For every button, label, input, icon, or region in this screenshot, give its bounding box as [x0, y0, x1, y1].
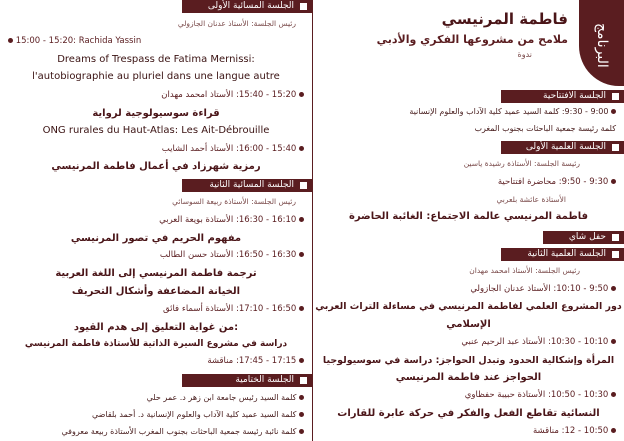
session-title: الجلسة العلمية الثانية	[527, 249, 606, 259]
speaker: الأستاذة عائشة بلعربي	[496, 195, 566, 204]
session-chair: رئيسة الجلسة: الأستاذة رشيدة ياسين	[463, 159, 580, 168]
bullet-icon	[611, 179, 616, 184]
talk-title: ترجمة فاطمة المرنيسي إلى اللغة العربية	[55, 268, 257, 279]
closing-item	[92, 411, 304, 419]
session-header-afternoon-2	[182, 179, 312, 192]
session-title: الجلسة المسائية الثانية	[209, 180, 294, 190]
talk-title: مفهوم الحريم في تصور المرنيسي	[70, 233, 242, 244]
bullet-icon	[299, 395, 304, 400]
talk-time	[160, 251, 304, 260]
talk-title: فاطمة المرنيسي عالمة الاجتماع: الغائبة الحاضرة	[348, 211, 589, 222]
talk-title: الخيانة المضاعفة وأشكال التحريف	[71, 286, 241, 297]
talk-time-text: 10:50 - 12: مناقشة	[533, 426, 609, 436]
session-title: الجلسة الختامية	[235, 375, 294, 385]
talk-title: Dreams of Trespass de Fatima Mernissi:	[57, 54, 255, 65]
event-kind: ندوة	[517, 50, 532, 59]
talk-time-text: 9:30 - 9:50: محاضرة افتتاحية	[497, 177, 609, 187]
talk-time	[159, 216, 304, 225]
session-title: حفل شاي	[568, 232, 606, 242]
opening-item	[474, 125, 616, 133]
talk-time	[161, 91, 304, 100]
talk-title: دراسة في مشروع السيرة الذاتية للأستاذة فاطمة المرنيسي	[24, 339, 288, 349]
discussion-time	[533, 427, 616, 436]
bullet-icon	[299, 146, 304, 151]
talk-time-text: 15:00 - 15:20: Rachida Yassin	[15, 36, 142, 46]
session-header-opening	[501, 90, 624, 103]
talk-title: المرأة وإشكالية الحدود وتبدل الحواجز: دراسة في سوسيولوجيا	[322, 355, 615, 366]
square-icon	[612, 234, 619, 241]
square-icon	[612, 93, 619, 100]
closing-item	[147, 394, 304, 402]
talk-time	[461, 338, 616, 347]
talk-time	[470, 285, 616, 294]
talk-title: قراءة سوسيولوجية لرواية	[92, 108, 220, 119]
talk-title: l'autobiographie au pluriel dans une langue autre	[32, 71, 280, 82]
talk-time-text: 15:40 - 16:00: الأستاذ أحمد الشايب	[161, 144, 297, 154]
bullet-icon	[611, 428, 616, 433]
session-title: الجلسة العلمية الأولى	[525, 142, 606, 152]
bullet-icon	[299, 358, 304, 363]
bullet-icon	[299, 92, 304, 97]
session-chair: رئيس الجلسة: الأستاذة ربيعة السوسائي	[172, 197, 296, 206]
page-title: فاطمة المرنيسي	[441, 10, 568, 28]
session-header-scientific-1	[501, 141, 624, 154]
talk-title: دور المشروع العلمي لفاطمة المرنيسي في مساءلة التراث العربي	[315, 301, 622, 312]
talk-time-text: 10:30 - 10:50: الأستاذة حبيبة حفظاوي	[464, 390, 609, 400]
talk-time-text: 10:10 - 10:30: الأستاذ عبد الرحيم عنبي	[461, 337, 609, 347]
talk-time	[162, 145, 304, 154]
talk-time-text: 16:30 - 16:50: الأستاذ حسن الطالب	[159, 250, 297, 260]
closing-item-text: كلمة نائبة رئيسة جمعية الباحثات بجنوب المغرب الأستاذة ربيعة معروفي	[61, 427, 297, 436]
talk-time	[465, 391, 616, 400]
closing-item	[61, 428, 304, 436]
bullet-icon	[611, 109, 616, 114]
program-tab	[579, 0, 624, 86]
session-header-scientific-2	[501, 248, 624, 261]
bullet-icon	[611, 339, 616, 344]
bullet-icon	[299, 429, 304, 434]
talk-time	[8, 37, 141, 46]
session-chair: رئيس الجلسة: الأستاذ عدنان الجازولي	[177, 19, 296, 28]
session-title: الجلسة الافتتاحية	[543, 91, 606, 101]
square-icon	[612, 251, 619, 258]
talk-title: من غواية التعليق إلى هدم القيود:	[73, 322, 239, 333]
talk-title: ONG rurales du Haut-Atlas: Les Ait-Débrouille	[42, 125, 270, 136]
talk-time-text: 15:20 - 15:40: الأستاذ امحمد مهدان	[161, 90, 297, 100]
square-icon	[612, 144, 619, 151]
closing-item-text: كلمة السيد رئيس جامعة ابن زهر د. عمر حلي	[146, 393, 297, 402]
session-title: الجلسة المسائية الأولى	[207, 1, 294, 11]
session-chair: رئيس الجلسة: الأستاذ امحمد مهدان	[469, 266, 580, 275]
discussion-time	[207, 357, 304, 366]
bullet-icon	[611, 392, 616, 397]
page-subtitle: ملامح من مشروعها الفكري والأدبي	[376, 33, 568, 46]
talk-time-text: 16:10 - 16:30: الأستاذة بويعة العربي	[159, 215, 297, 225]
talk-title: الإسلامي	[446, 319, 491, 330]
bullet-icon	[611, 286, 616, 291]
talk-time	[163, 305, 304, 314]
bullet-icon	[299, 252, 304, 257]
bullet-icon	[299, 217, 304, 222]
bullet-icon	[299, 412, 304, 417]
talk-title: الحواجز عند فاطمة المرنيسي	[395, 372, 542, 383]
program-label: البرنامج	[594, 22, 610, 68]
opening-item-text: كلمة رئيسة جمعية الباحثات بجنوب المغرب	[474, 124, 616, 133]
tea-break	[543, 231, 624, 244]
talk-time-text: 17:15 - 17:45: مناقشة	[207, 356, 297, 366]
talk-time-text: 16:50 - 17:10: الأستاذة أسماء فائق	[163, 304, 297, 314]
talk-title: النسائية تقاطع الفعل والفكر في حركة عابرة للقارات	[337, 408, 600, 419]
square-icon	[300, 182, 307, 189]
session-header-afternoon-1	[182, 0, 312, 13]
morning-column	[313, 0, 624, 441]
closing-item-text: كلمة السيد عميد كلية الآداب والعلوم الإنسانية د. أحمد بلقاضي	[91, 410, 297, 419]
talk-time	[498, 178, 616, 187]
bullet-icon	[8, 38, 13, 43]
talk-time-text: 9:50 - 10:10: الأستاذ عدنان الجازولي	[470, 284, 609, 294]
bullet-icon	[299, 306, 304, 311]
session-header-closing	[182, 374, 312, 387]
talk-title: رمزية شهرزاد في أعمال فاطمة المرنيسي	[51, 161, 261, 172]
square-icon	[300, 377, 307, 384]
talk-time-text: 9:00 - 9:30: كلمة السيد عميد كلية الآداب والعلوم الإنسانية	[409, 107, 609, 116]
talk-time	[409, 108, 616, 116]
square-icon	[300, 3, 307, 10]
